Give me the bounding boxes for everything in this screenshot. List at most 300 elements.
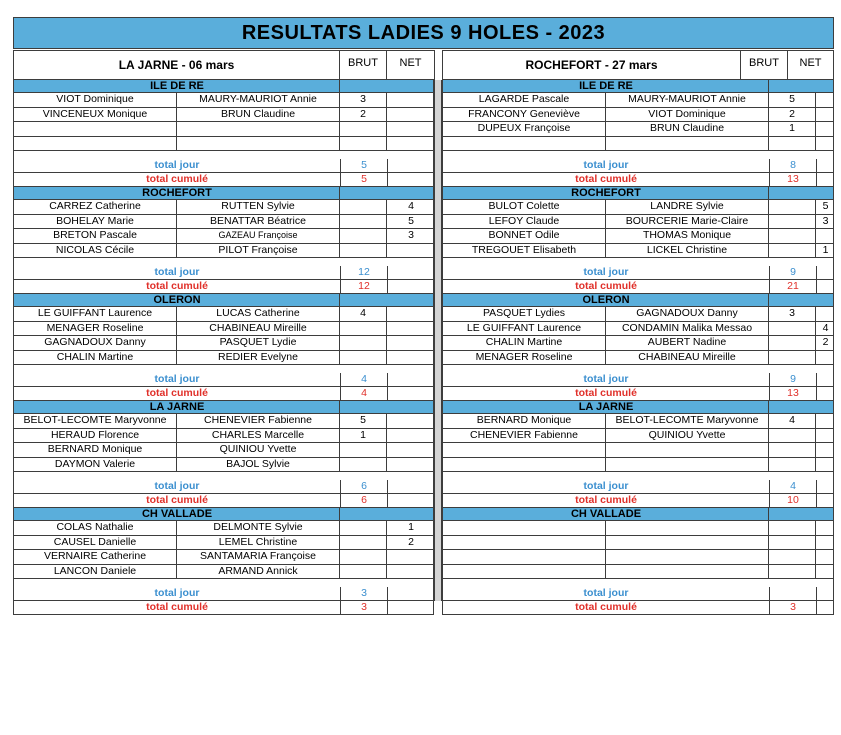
partner-name: LANDRE Sylvie <box>606 200 769 214</box>
partner-name: CHENEVIER Fabienne <box>177 414 340 428</box>
player-row <box>13 200 434 215</box>
player-row <box>442 322 834 337</box>
club-name: ILE DE RE <box>150 80 204 92</box>
player-name: COLAS Nathalie <box>14 521 177 535</box>
player-name: CHALIN Martine <box>14 351 177 365</box>
total-jour-label: total jour <box>583 373 629 385</box>
net-score <box>387 137 435 151</box>
player-row <box>13 137 434 152</box>
left-event-title: LA JARNE - 06 mars <box>14 51 340 79</box>
player-row <box>13 229 434 244</box>
brut-score <box>340 229 387 243</box>
partner-name: LEMEL Christine <box>177 536 340 550</box>
partner-name: THOMAS Monique <box>606 229 769 243</box>
player-name <box>443 458 606 472</box>
total-jour-value: 3 <box>340 587 387 600</box>
player-name: LEFOY Claude <box>443 215 606 229</box>
player-name: LAGARDE Pascale <box>443 93 606 107</box>
total-jour-row <box>13 266 434 280</box>
total-cumule-row <box>442 601 834 615</box>
total-jour-row <box>442 587 834 601</box>
brut-score <box>769 521 816 535</box>
partner-name: BAJOL Sylvie <box>177 458 340 472</box>
partner-name: LICKEL Christine <box>606 244 769 258</box>
player-name: BOHELAY Marie <box>14 215 177 229</box>
partner-name: QUINIOU Yvette <box>177 443 340 457</box>
total-cumule-label: total cumulé <box>146 494 208 506</box>
total-jour-net-cell <box>816 266 835 279</box>
total-cumule-label: total cumulé <box>575 494 637 506</box>
club-name: ROCHEFORT <box>571 187 641 199</box>
player-name: GAGNADOUX Danny <box>14 336 177 350</box>
brut-score: 1 <box>340 429 387 443</box>
net-score: 2 <box>408 535 414 548</box>
brut-score <box>340 122 387 136</box>
total-jour-row <box>13 373 434 387</box>
column-divider <box>434 80 442 601</box>
brut-score <box>340 550 387 564</box>
partner-name: AUBERT Nadine <box>606 336 769 350</box>
player-row <box>442 550 834 565</box>
total-jour-net-cell <box>387 266 435 279</box>
player-row <box>13 521 434 536</box>
player-row <box>442 122 834 137</box>
total-jour-row <box>442 480 834 494</box>
total-jour-value: 6 <box>340 480 387 493</box>
player-name: BERNARD Monique <box>443 414 606 428</box>
total-jour-value: 4 <box>340 373 387 386</box>
net-score: 3 <box>822 214 829 227</box>
player-name: CHALIN Martine <box>443 336 606 350</box>
player-name: VERNAIRE Catherine <box>14 550 177 564</box>
total-jour-row <box>442 159 834 173</box>
club-header <box>13 508 434 521</box>
brut-score <box>340 443 387 457</box>
total-jour-row <box>442 373 834 387</box>
left-panel <box>13 80 434 615</box>
player-name: MENAGER Roseline <box>14 322 177 336</box>
net-score <box>816 93 835 107</box>
brut-score <box>769 244 816 258</box>
total-jour-label: total jour <box>583 587 629 599</box>
club-header <box>13 294 434 307</box>
row-spacer <box>442 151 834 159</box>
total-jour-value: 9 <box>769 266 816 279</box>
partner-name <box>606 521 769 535</box>
total-jour-label: total jour <box>154 480 200 492</box>
total-jour-net-cell <box>387 159 435 172</box>
partner-name: CHABINEAU Mireille <box>606 351 769 365</box>
partner-name: BRUN Claudine <box>606 122 769 136</box>
player-name: LE GUIFFANT Laurence <box>14 307 177 321</box>
total-cumule-label: total cumulé <box>146 173 208 185</box>
net-score: 1 <box>408 521 414 533</box>
total-cumule-row <box>442 387 834 401</box>
partner-name <box>606 137 769 151</box>
brut-score <box>340 521 387 535</box>
net-score <box>816 521 835 535</box>
net-score <box>816 550 835 564</box>
total-jour-label: total jour <box>154 266 200 278</box>
partner-name: CONDAMIN Malika Messao <box>606 322 769 336</box>
player-name: BERNARD Monique <box>14 443 177 457</box>
brut-score: 4 <box>769 414 816 428</box>
net-score <box>387 550 435 564</box>
total-cumule-value: 3 <box>769 601 816 614</box>
partner-name: PASQUET Lydie <box>177 336 340 350</box>
player-name: BONNET Odile <box>443 229 606 243</box>
total-jour-net-cell <box>387 587 435 600</box>
partner-name <box>606 458 769 472</box>
total-jour-net-cell <box>816 587 835 600</box>
player-row <box>442 307 834 322</box>
net-score <box>816 458 835 472</box>
total-cumule-value: 13 <box>769 173 816 186</box>
brut-score <box>769 550 816 564</box>
net-score <box>387 93 435 107</box>
row-spacer <box>13 365 434 373</box>
brut-score <box>340 200 387 214</box>
player-name: DAYMON Valerie <box>14 458 177 472</box>
net-score: 5 <box>822 200 829 212</box>
brut-score <box>769 137 816 151</box>
player-row <box>442 521 834 536</box>
total-jour-value: 5 <box>340 159 387 172</box>
total-jour-label: total jour <box>154 159 200 171</box>
club-name: ROCHEFORT <box>142 187 212 199</box>
player-row <box>13 122 434 137</box>
total-cumule-net-cell <box>816 494 835 507</box>
total-cumule-row <box>13 280 434 294</box>
brut-score <box>340 215 387 229</box>
brut-score <box>340 244 387 258</box>
player-row <box>442 458 834 473</box>
player-row <box>442 565 834 580</box>
player-row <box>13 108 434 123</box>
partner-name <box>177 122 340 136</box>
player-name: CHENEVIER Fabienne <box>443 429 606 443</box>
club-header <box>13 401 434 414</box>
player-name <box>14 137 177 151</box>
net-score <box>387 322 435 336</box>
player-row <box>442 137 834 152</box>
brut-score <box>340 322 387 336</box>
total-jour-label: total jour <box>583 159 629 171</box>
player-row <box>442 414 834 429</box>
partner-name <box>606 550 769 564</box>
player-name: LE GUIFFANT Laurence <box>443 322 606 336</box>
total-cumule-row <box>13 173 434 187</box>
brut-score <box>340 137 387 151</box>
player-row <box>13 244 434 259</box>
player-row <box>13 93 434 108</box>
player-name <box>443 521 606 535</box>
net-score <box>387 458 435 472</box>
partner-name <box>606 443 769 457</box>
partner-name: DELMONTE Sylvie <box>177 521 340 535</box>
player-name: CAUSEL Danielle <box>14 536 177 550</box>
partner-name: CHARLES Marcelle <box>177 429 340 443</box>
total-cumule-value: 4 <box>340 387 387 400</box>
brut-score <box>769 215 816 229</box>
net-score <box>816 443 835 457</box>
net-score <box>816 229 835 243</box>
total-cumule-label: total cumulé <box>575 387 637 399</box>
total-cumule-label: total cumulé <box>146 280 208 292</box>
net-score: 2 <box>822 336 829 348</box>
player-row <box>442 351 834 366</box>
player-name <box>443 137 606 151</box>
total-jour-row <box>13 159 434 173</box>
partner-name <box>606 536 769 550</box>
player-row <box>13 443 434 458</box>
total-jour-label: total jour <box>583 266 629 278</box>
player-row <box>442 108 834 123</box>
total-cumule-net-cell <box>816 601 835 614</box>
net-score <box>816 429 835 443</box>
player-row <box>13 429 434 444</box>
row-spacer <box>13 151 434 159</box>
total-cumule-row <box>442 173 834 187</box>
left-brut-header: BRUT <box>340 51 387 79</box>
total-cumule-net-cell <box>387 280 435 293</box>
total-cumule-value: 10 <box>769 494 816 507</box>
total-cumule-label: total cumulé <box>575 601 637 613</box>
total-cumule-label: total cumulé <box>146 601 208 613</box>
right-event-header <box>442 50 834 80</box>
player-row <box>442 215 834 230</box>
player-row <box>442 429 834 444</box>
total-cumule-row <box>13 494 434 508</box>
player-row <box>442 244 834 259</box>
brut-score <box>340 458 387 472</box>
player-row <box>13 458 434 473</box>
club-name: LA JARNE <box>149 401 205 413</box>
net-score: 4 <box>822 321 829 334</box>
brut-score <box>769 336 816 350</box>
brut-score <box>769 322 816 336</box>
total-cumule-row <box>442 280 834 294</box>
partner-name: BENATTAR Béatrice <box>177 215 340 229</box>
player-row <box>442 200 834 215</box>
net-score <box>816 307 835 321</box>
player-row <box>13 414 434 429</box>
total-cumule-value: 13 <box>769 387 816 400</box>
total-jour-value: 8 <box>769 159 816 172</box>
net-score <box>387 443 435 457</box>
total-cumule-net-cell <box>387 387 435 400</box>
net-score <box>387 108 435 122</box>
left-event-header <box>13 50 435 80</box>
player-name: VIOT Dominique <box>14 93 177 107</box>
total-cumule-net-cell <box>387 494 435 507</box>
row-spacer <box>13 258 434 266</box>
net-score <box>387 244 435 258</box>
club-name: OLERON <box>582 294 630 306</box>
player-name: LANCON Daniele <box>14 565 177 579</box>
player-name <box>443 443 606 457</box>
club-name: CH VALLADE <box>570 508 642 520</box>
partner-name: GAGNADOUX Danny <box>606 307 769 321</box>
total-jour-label: total jour <box>154 373 200 385</box>
total-cumule-value: 3 <box>340 601 387 614</box>
player-row <box>442 229 834 244</box>
player-row <box>13 215 434 230</box>
player-row <box>442 93 834 108</box>
player-name: MENAGER Roseline <box>443 351 606 365</box>
player-row <box>442 443 834 458</box>
player-name: VINCENEUX Monique <box>14 108 177 122</box>
net-score <box>387 565 435 579</box>
total-cumule-net-cell <box>816 387 835 400</box>
brut-score: 1 <box>769 122 816 136</box>
player-name <box>443 550 606 564</box>
net-score <box>816 565 835 579</box>
club-header <box>13 80 434 93</box>
net-score <box>816 108 835 122</box>
right-net-header: NET <box>799 57 822 69</box>
partner-name: SANTAMARIA Françoise <box>177 550 340 564</box>
right-panel <box>442 80 834 615</box>
player-name: FRANCONY Geneviève <box>443 108 606 122</box>
net-score <box>816 351 835 365</box>
player-name: BULOT Colette <box>443 200 606 214</box>
club-header <box>13 187 434 200</box>
player-row <box>13 550 434 565</box>
total-jour-value: 4 <box>769 480 816 493</box>
brut-score: 5 <box>340 414 387 428</box>
net-score: 4 <box>408 200 414 212</box>
total-cumule-value: 21 <box>769 280 816 293</box>
partner-name: REDIER Evelyne <box>177 351 340 365</box>
player-name: BELOT-LECOMTE Maryvonne <box>14 414 177 428</box>
total-cumule-net-cell <box>387 173 435 186</box>
net-score <box>816 414 835 428</box>
partner-name: VIOT Dominique <box>606 108 769 122</box>
brut-score <box>340 536 387 550</box>
brut-score <box>769 229 816 243</box>
total-cumule-net-cell <box>387 601 435 614</box>
brut-score: 3 <box>340 93 387 107</box>
brut-score: 5 <box>769 93 816 107</box>
net-score <box>387 429 435 443</box>
total-cumule-value: 5 <box>340 173 387 186</box>
brut-score <box>769 458 816 472</box>
partner-name: QUINIOU Yvette <box>606 429 769 443</box>
total-cumule-row <box>13 601 434 615</box>
total-jour-label: total jour <box>154 587 200 599</box>
player-row <box>442 536 834 551</box>
brut-score <box>340 351 387 365</box>
brut-score <box>769 443 816 457</box>
total-jour-net-cell <box>387 373 435 386</box>
partner-name: ARMAND Annick <box>177 565 340 579</box>
partner-name: MAURY-MAURIOT Annie <box>177 93 340 107</box>
total-cumule-row <box>13 387 434 401</box>
total-cumule-label: total cumulé <box>146 387 208 399</box>
net-score <box>387 336 435 350</box>
net-score <box>387 307 435 321</box>
total-jour-row <box>442 266 834 280</box>
player-name <box>14 122 177 136</box>
net-score <box>387 122 435 136</box>
brut-score: 2 <box>769 108 816 122</box>
total-jour-net-cell <box>816 159 835 172</box>
total-jour-value: 9 <box>769 373 816 386</box>
total-jour-value <box>769 587 816 600</box>
partner-name: BOURCERIE Marie-Claire <box>606 215 769 229</box>
total-cumule-label: total cumulé <box>575 280 637 292</box>
club-header <box>442 508 834 521</box>
net-score: 3 <box>408 229 414 241</box>
total-cumule-net-cell <box>816 280 835 293</box>
player-name: HERAUD Florence <box>14 429 177 443</box>
partner-name <box>606 565 769 579</box>
brut-score <box>769 351 816 365</box>
player-row <box>13 336 434 351</box>
club-header <box>442 294 834 307</box>
club-header <box>442 187 834 200</box>
player-name: TREGOUET Elisabeth <box>443 244 606 258</box>
right-brut-header: BRUT <box>741 51 788 79</box>
page-title: RESULTATS LADIES 9 HOLES - 2023 <box>13 17 834 49</box>
player-row <box>442 336 834 351</box>
player-row <box>13 351 434 366</box>
partner-name: LUCAS Catherine <box>177 307 340 321</box>
player-name: PASQUET Lydies <box>443 307 606 321</box>
net-score: 5 <box>408 214 414 227</box>
total-cumule-label: total cumulé <box>575 173 637 185</box>
left-net-header: NET <box>399 57 422 69</box>
row-spacer <box>13 472 434 480</box>
player-name: DUPEUX Françoise <box>443 122 606 136</box>
player-row <box>13 565 434 580</box>
club-name: ILE DE RE <box>579 80 633 92</box>
club-name: CH VALLADE <box>141 508 213 520</box>
partner-name: PILOT Françoise <box>177 244 340 258</box>
club-header <box>442 80 834 93</box>
total-cumule-row <box>442 494 834 508</box>
partner-name: GAZEAU Françoise <box>177 229 340 243</box>
row-spacer <box>442 472 834 480</box>
club-name: OLERON <box>153 294 201 306</box>
player-row <box>13 322 434 337</box>
total-jour-net-cell <box>816 373 835 386</box>
club-name: LA JARNE <box>578 401 634 413</box>
brut-score <box>340 336 387 350</box>
player-name <box>443 565 606 579</box>
row-spacer <box>442 365 834 373</box>
brut-score: 4 <box>340 307 387 321</box>
total-cumule-net-cell <box>816 173 835 186</box>
row-spacer <box>442 258 834 266</box>
partner-name: MAURY-MAURIOT Annie <box>606 93 769 107</box>
brut-score <box>340 565 387 579</box>
brut-score <box>769 200 816 214</box>
club-header <box>442 401 834 414</box>
net-score <box>816 137 835 151</box>
net-score <box>816 536 835 550</box>
player-row <box>13 536 434 551</box>
total-jour-net-cell <box>816 480 835 493</box>
total-jour-row <box>13 587 434 601</box>
brut-score <box>769 536 816 550</box>
brut-score <box>769 565 816 579</box>
partner-name: BELOT-LECOMTE Maryvonne <box>606 414 769 428</box>
net-score <box>387 414 435 428</box>
brut-score: 2 <box>340 108 387 122</box>
player-row <box>13 307 434 322</box>
